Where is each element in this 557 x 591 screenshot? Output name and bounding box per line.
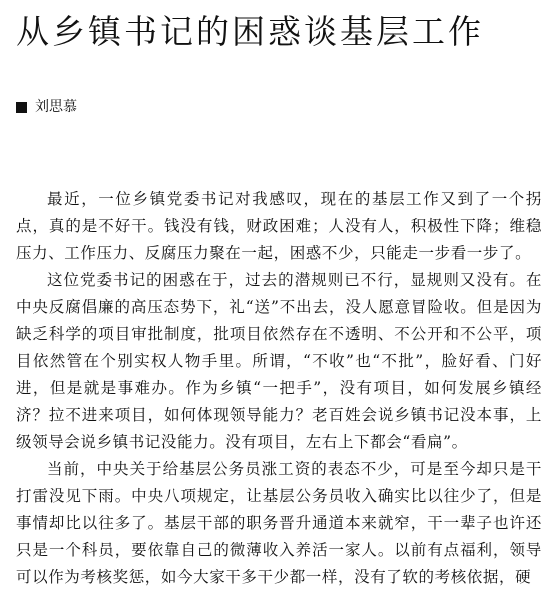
square-bullet-icon	[16, 102, 27, 113]
paragraph-3: 当前，中央关于给基层公务员涨工资的表态不少，可是至今却只是干打雷没见下雨。中央八项规定，让基层公务员收入确实比以往少了，但是事情却比以往多了。基层干部的职务晋升通道本来就窄，干一辈子也许还只是一个科员，要依靠自己的微薄收入养活一家人。以前有点福利，领导可以作为考核奖惩，如今大家干多干少都一样，没有了软的考核依据，硬	[16, 460, 542, 586]
article-body	[16, 186, 542, 591]
article-title: 从乡镇书记的困惑谈基层工作	[16, 12, 484, 51]
paragraph-1: 最近，一位乡镇党委书记对我感叹，现在的基层工作又到了一个拐点，真的是不好干。钱没有钱，财政困难；人没有人，积极性下降；维稳压力、工作压力、反腐压力聚在一起，困惑不少，只能走一步看一步了。	[16, 190, 542, 262]
paragraph-2: 这位党委书记的困惑在于，过去的潜规则已不行，显规则又没有。在中央反腐倡廉的高压态势下，礼“送”不出去，没人愿意冒险收。但是因为缺乏科学的项目审批制度，批项目依然存在不透明、不公开和不公平，项目依然管在个别实权人物手里。所谓，“不收”也“不批”，脸好看、门好进，但是就是事难办。作为乡镇“一把手”，没有项目，如何发展乡镇经济？拉不进来项目，如何体现领导能力？老百姓会说乡镇书记没本事，上级领导会说乡镇书记没能力。没有项目，左右上下都会“看扁”。	[16, 271, 542, 451]
author-byline	[16, 98, 77, 116]
author-name: 刘思慕	[35, 99, 77, 115]
